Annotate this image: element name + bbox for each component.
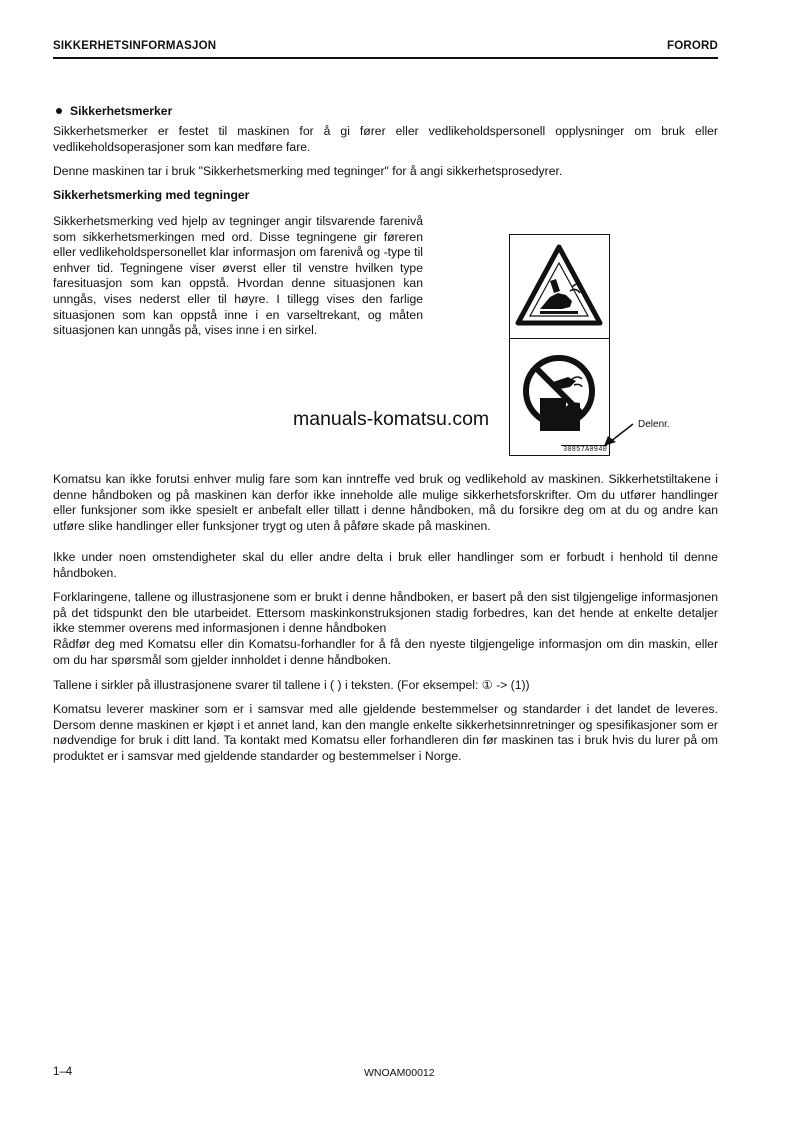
- chapter-title: FORORD: [666, 40, 718, 52]
- bullet-heading-text: Sikkerhetsmerker: [70, 104, 173, 118]
- bullet-heading: [53, 104, 172, 118]
- intro-paragraph: Sikkerhetsmerker er festet til maskinen for å gi fører eller vedlikeholdspersonell opplysninger om bruk eller vedlikeholdsoperasjoner som kan medføre fare.: [53, 124, 718, 154]
- warning-triangle-icon: [510, 235, 608, 335]
- responsibility-paragraph: Komatsu kan ikke forutsi enhver mulig fare som kan inntreffe ved bruk og vedlikehold av maskinen. Sikkerhetstiltakene i denne håndboken og på maskinen kan derfor ikke inneholde alle mulige sikkerhetsforskrifter. Om du utfører handlinger eller funksjoner som ikke spesielt er anbefalt eller tillatt i denne håndboken, må du forsikre deg om at du og andre kan utføre slike handlinger eller funksjoner trygt og uten å påføre skade på maskinen.: [53, 472, 718, 533]
- figure-code: 30857A0940: [562, 446, 607, 454]
- prohibition-paragraph: Ikke under noen omstendigheter skal du eller andre delta i bruk eller handlinger som er forbudt i henhold til denne håndboken.: [53, 550, 718, 580]
- safety-label-figure: [509, 234, 610, 456]
- sub-heading: Sikkerhetsmerking med tegninger: [53, 188, 250, 202]
- circled-numbers-paragraph: Tallene i sirkler på illustrasjonene svarer til tallene i ( ) i teksten. (For eksempel: ① -> (1)): [53, 678, 530, 692]
- bullet-icon: [56, 108, 62, 114]
- pointer-arrow-icon: [598, 420, 638, 450]
- figure-divider: [510, 338, 609, 339]
- dealer-paragraph: Rådfør deg med Komatsu eller din Komatsu-forhandler for å få den nyeste tilgjengelige informasjon om din maskin, eller om du har spørsmål som gjelder innholdet i denne håndboken.: [53, 637, 718, 667]
- part-number-label: Delenr.: [638, 419, 670, 430]
- watermark: manuals-komatsu.com: [293, 408, 490, 430]
- page-number: 1–4: [53, 1066, 73, 1078]
- standards-paragraph: Komatsu leverer maskiner som er i samsvar med alle gjeldende bestemmelser og standarder i det landet de leveres. Dersom denne maskinen er kjøpt i et annet land, kan den mangle enkelte sikkerhetsinnretninger og spesifikasjoner som er nødvendige for bruk i ditt land. Ta kontakt med Komatsu eller forhandleren din før maskinen tas i bruk hvis du lurer på om produktet er i samsvar med gjeldende standarder og bestemmelser i Norge.: [53, 702, 718, 763]
- information-paragraph: Forklaringene, tallene og illustrasjonene som er brukt i denne håndboken, er basert på den sist tilgjengelige informasjonen på det tidspunkt den ble utarbeidet. Ettersom maskinkonstruksjonen stadig forbedres, kan det hende at enkelte detaljer ikke stemmer overens med informasjonen i denne håndboken: [53, 590, 718, 636]
- system-paragraph: Denne maskinen tar i bruk "Sikkerhetsmerking med tegninger" for å angi sikkerhetsprosedyrer.: [53, 164, 563, 178]
- pictogram-description: Sikkerhetsmerking ved hjelp av tegninger angir tilsvarende farenivå som sikkerhetsmerkingen med ord. Disse tegningene gir føreren eller vedlikeholdspersonellet klar informasjon om farenivå og -type til enhver tid. Tegningene viser øverst eller til venstre hvilken type faresituasjon som kan oppstå. Hvordan denne situasjonen kan unngås, vises nederst eller til høyre. I tillegg vises den farlige situasjonen som kan oppstå inne i en varseltrekant, og måten situasjonen kan unngås på, vises inne i en sirkel.: [53, 214, 423, 338]
- document-code: WNOAM00012: [364, 1067, 435, 1079]
- page-header: [53, 39, 718, 59]
- section-title: SIKKERHETSINFORMASJON: [53, 40, 217, 52]
- prohibition-circle-icon: [510, 343, 608, 443]
